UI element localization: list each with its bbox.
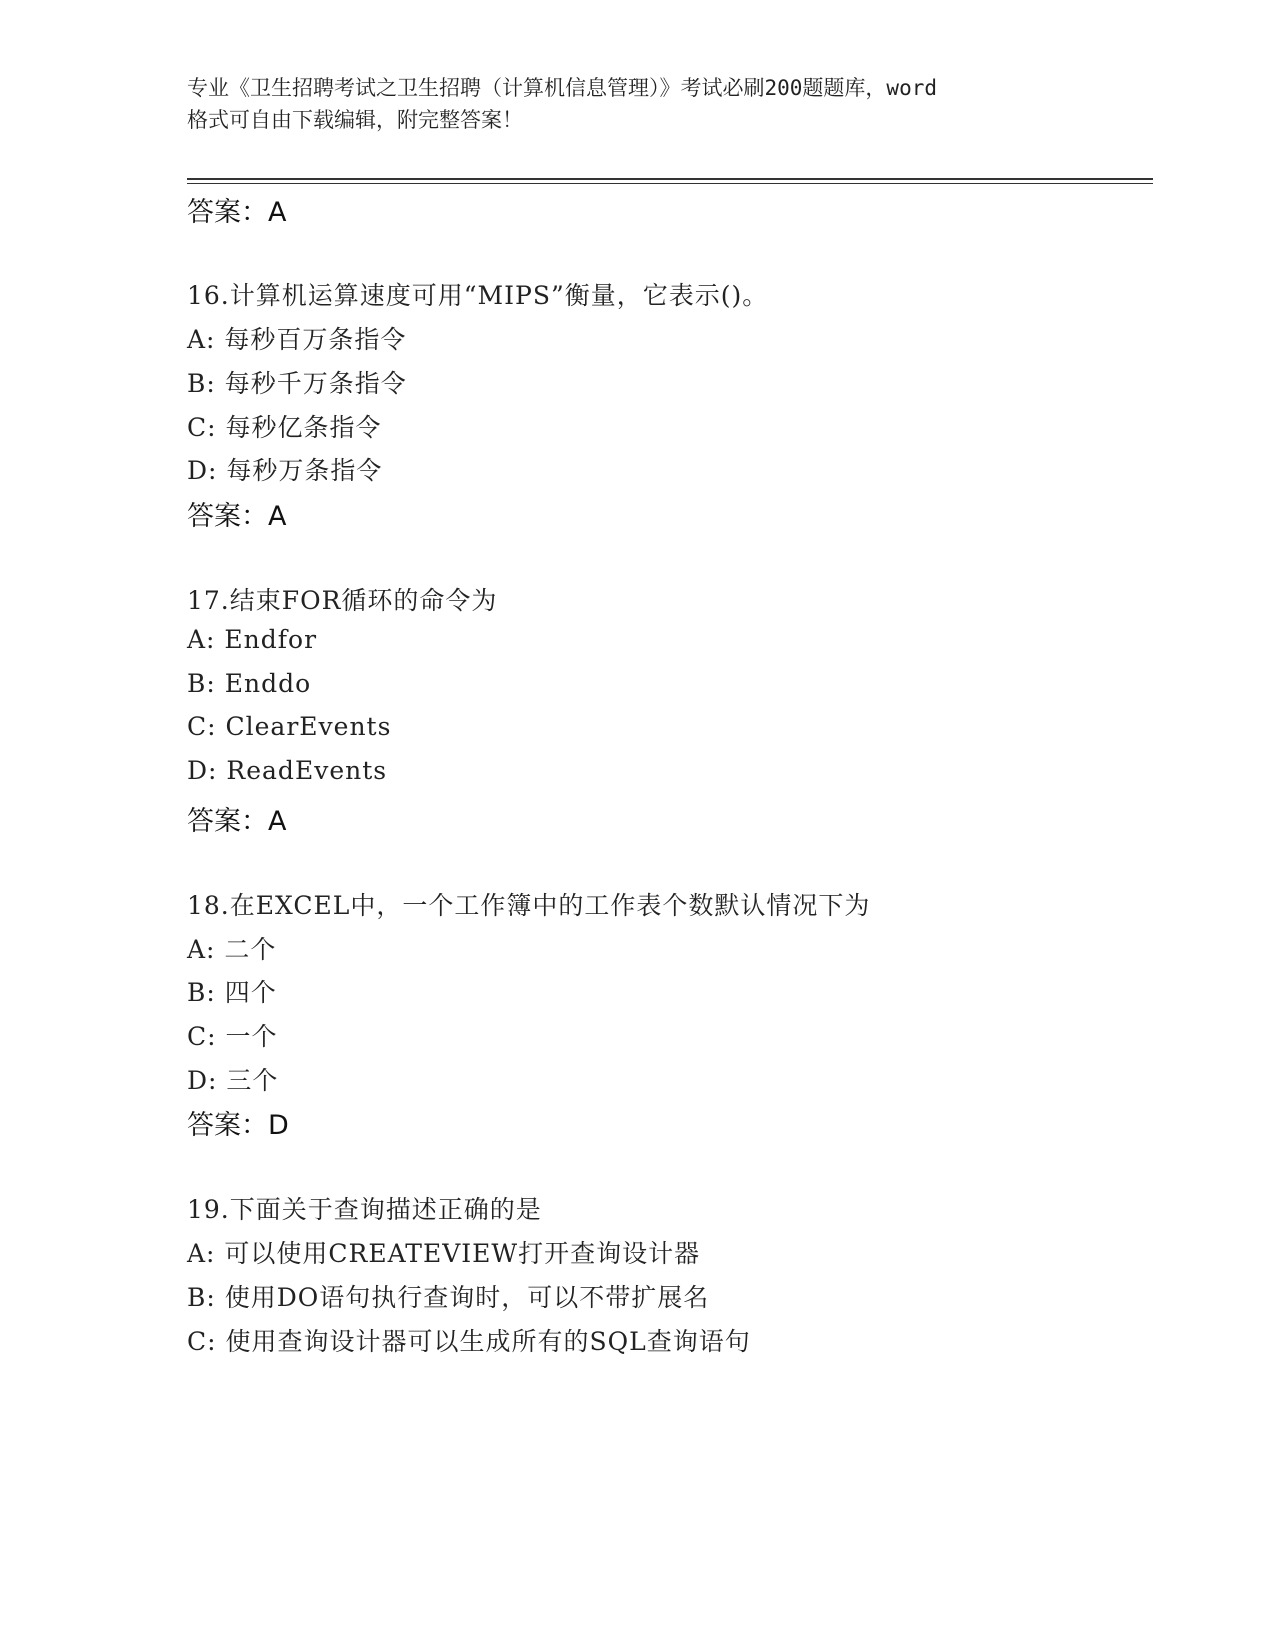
question-19-option-b: B: 使用DO语句执行查询时，可以不带扩展名 — [187, 1283, 710, 1312]
question-18-option-a: A: 二个 — [187, 935, 277, 964]
question-16-option-c: C: 每秒亿条指令 — [187, 413, 382, 442]
question-16-answer: 答案：A — [187, 501, 287, 532]
question-19-option-a: A: 可以使用CREATEVIEW打开查询设计器 — [187, 1239, 701, 1268]
question-16-text: 16.计算机运算速度可用“MIPS”衡量，它表示()。 — [187, 281, 769, 310]
header-divider-thick — [187, 178, 1153, 180]
question-17-option-a: A: Endfor — [187, 625, 318, 654]
question-17-option-c: C: ClearEvents — [187, 712, 392, 741]
header-divider-thin — [187, 183, 1153, 184]
question-19-option-c: C: 使用查询设计器可以生成所有的SQL查询语句 — [187, 1327, 751, 1356]
question-16-option-a: A: 每秒百万条指令 — [187, 325, 407, 354]
question-18-option-d: D: 三个 — [187, 1066, 279, 1095]
question-16-option-d: D: 每秒万条指令 — [187, 456, 383, 485]
answer-line: 答案：A — [187, 197, 287, 228]
question-18-option-c: C: 一个 — [187, 1022, 278, 1051]
document-header — [187, 72, 1097, 136]
question-18-answer: 答案：D — [187, 1110, 289, 1141]
header-line-2: 格式可自由下载编辑，附完整答案！ — [187, 108, 523, 132]
question-19-text: 19.下面关于查询描述正确的是 — [187, 1195, 542, 1224]
question-17-answer: 答案：A — [187, 806, 287, 837]
question-17-option-b: B: Enddo — [187, 669, 312, 698]
question-17-option-d: D: ReadEvents — [187, 756, 388, 785]
question-17-text: 17.结束FOR循环的命令为 — [187, 586, 498, 615]
question-18-text: 18.在EXCEL中，一个工作簿中的工作表个数默认情况下为 — [187, 891, 871, 920]
header-line-1: 专业《卫生招聘考试之卫生招聘（计算机信息管理）》考试必刷200题题库，word — [187, 76, 937, 100]
question-16-option-b: B: 每秒千万条指令 — [187, 369, 407, 398]
question-18-option-b: B: 四个 — [187, 978, 277, 1007]
